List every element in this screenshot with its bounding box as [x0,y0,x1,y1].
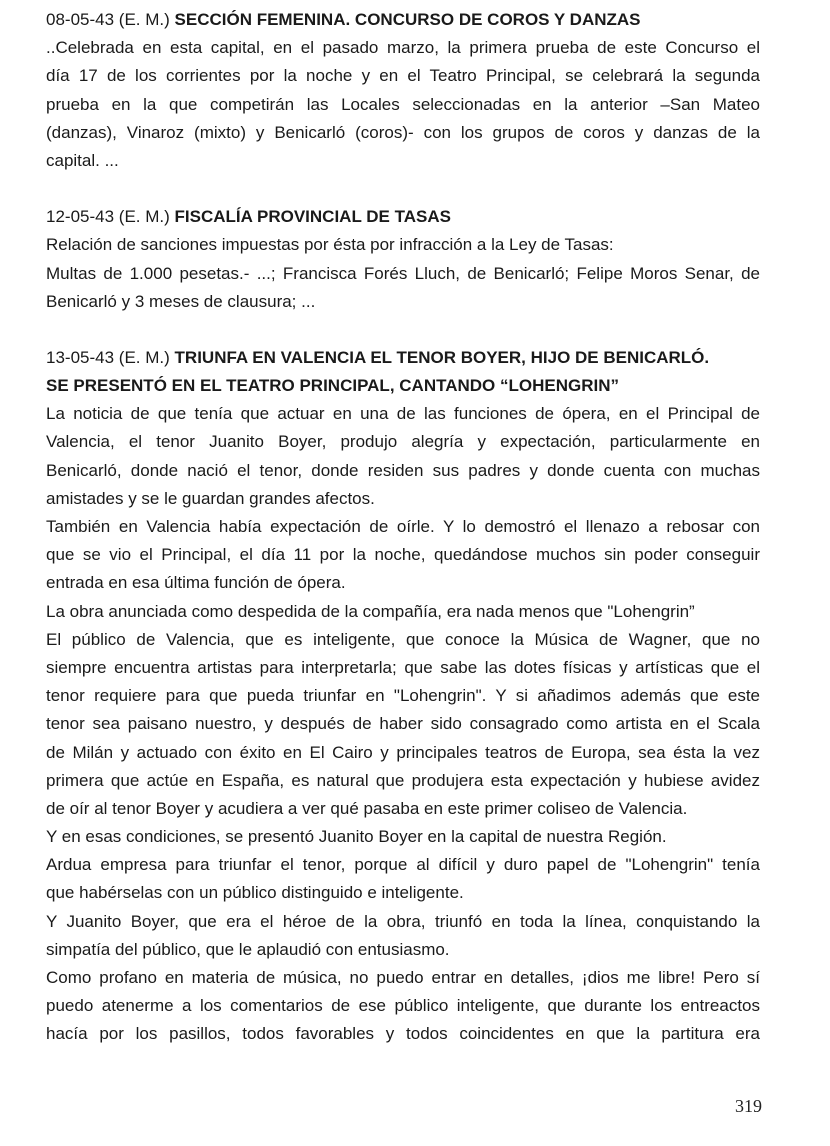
news-entry [46,344,760,1049]
entry-subtitle: SE PRESENTÓ EN EL TEATRO PRINCIPAL, CANTANDO “LOHENGRIN” [46,376,619,396]
body-line: Benicarló, donde nació el tenor, donde residen sus padres y donde cuenta con muchas [46,460,760,480]
body-line: La noticia de que tenía que actuar en una de las funciones de ópera, en el Principal de [46,404,760,424]
body-line: El público de Valencia, que es inteligente, que conoce la Música de Wagner, que no [46,629,760,649]
body-line: ..Celebrada en esta capital, en el pasado marzo, la primera prueba de este Concurso el [46,38,760,58]
body-line: prueba en la que competirán las Locales seleccionadas en la anterior –San Mateo [46,94,760,114]
body-line: tenor requiere para que pueda triunfar en "Lohengrin". Y si añadimos además que este [46,686,760,706]
entry-source: (E. M.) [118,10,170,29]
body-line: Valencia, el tenor Juanito Boyer, produjo alegría y expectación, particularmente en [46,432,760,452]
entry-source: (E. M.) [118,347,170,367]
news-entry [46,6,760,175]
body-line: capital. ... [46,150,119,170]
body-line: La obra anunciada como despedida de la compañía, era nada menos que "Lohengrin” [46,601,695,621]
body-line: siempre encuentra artistas para interpretarla; que sabe las dotes físicas y artísticas que el [46,657,760,677]
page-number: 319 [735,1096,762,1116]
entry-heading [46,6,760,34]
page-content [46,6,760,1049]
entry-date: 13-05-43 [46,347,115,367]
body-line: entrada en esa última función de ópera. [46,573,346,593]
body-line: puedo atenerme a los comentarios de ese público inteligente, que durante los entreactos [46,996,760,1016]
body-line: (danzas), Vinaroz (mixto) y Benicarló (coros)- con los grupos de coros y danzas de la [46,122,760,142]
body-line: También en Valencia había expectación de oírle. Y lo demostró el llenazo a rebosar con [46,517,760,536]
body-line: Como profano en materia de música, no puedo entrar en detalles, ¡dios me libre! Pero sí [46,968,760,987]
news-entry [46,203,760,316]
body-line: amistades y se le guardan grandes afectos. [46,488,375,508]
entry-heading [46,203,760,231]
body-line: primera que actúe en España, es natural que produjera esta expectación y hubiese avidez [46,770,760,790]
body-line: Multas de 1.000 pesetas.- ...; Francisca Forés Lluch, de Benicarló; Felipe Moros Senar, de [46,263,760,283]
entry-date: 08-05-43 [46,10,115,29]
body-line: que habérselas con un público distinguido e inteligente. [46,883,464,903]
entry-date: 12-05-43 [46,207,115,227]
entry-source: (E. M.) [118,207,170,227]
entry-heading [46,344,760,372]
body-line: tenor sea paisano nuestro, y después de haber sido consagrado como artista en el Scala [46,714,760,734]
body-line: de Milán y actuado con éxito en El Cairo y principales teatros de Europa, sea ésta la vez [46,742,760,762]
body-line: Y en esas condiciones, se presentó Juanito Boyer en la capital de nuestra Región. [46,827,667,847]
body-line: hacía por los pasillos, todos favorables y todos coincidentes en que la partitura era [46,1024,760,1044]
entry-title: TRIUNFA EN VALENCIA EL TENOR BOYER, HIJO DE BENICARLÓ. [174,347,710,367]
body-line: simpatía del público, que le aplaudió con entusiasmo. [46,939,450,959]
body-line: Y Juanito Boyer, que era el héroe de la obra, triunfó en toda la línea, conquistando la [46,911,760,931]
entry-title: SECCIÓN FEMENINA. CONCURSO DE COROS Y DANZAS [174,10,641,29]
body-line: día 17 de los corrientes por la noche y en el Teatro Principal, se celebrará la segunda [46,66,760,86]
entry-title: FISCALÍA PROVINCIAL DE TASAS [174,207,451,227]
body-line: Relación de sanciones impuestas por ésta por infracción a la Ley de Tasas: [46,235,614,255]
body-line: que se vio el Principal, el día 11 por la noche, quedándose muchos sin poder conseguir [46,545,760,565]
body-line: de oír al tenor Boyer y acudiera a ver qué pasaba en este primer coliseo de Valencia. [46,798,688,818]
body-line: Ardua empresa para triunfar el tenor, porque al difícil y duro papel de "Lohengrin" tenía [46,855,760,875]
body-line: Benicarló y 3 meses de clausura; ... [46,291,316,311]
